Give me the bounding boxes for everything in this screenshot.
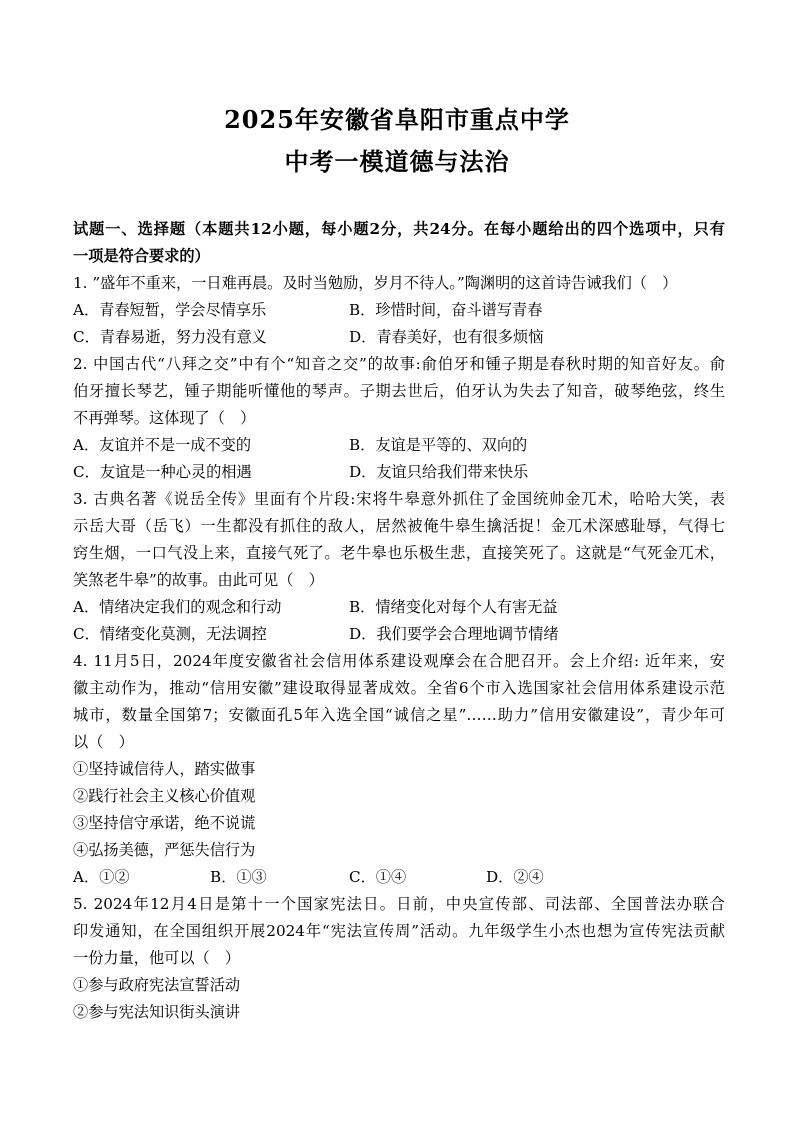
q3-option-a: A．情绪决定我们的观念和行动 [73, 598, 282, 616]
q4-item-3: ③坚持信守承诺，绝不说谎 [73, 814, 256, 832]
exam-subtitle: 中考一模道德与法治 [284, 147, 510, 176]
q4-item-1: ①坚持诚信待人，踏实做事 [73, 760, 256, 778]
section-instruction-cont: 一项是符合要求的） [73, 247, 210, 265]
section-instruction: 试题一、选择题（本题共12小题，每小题2分，共24分。在每小题给出的四个选项中，只有 [73, 220, 725, 238]
q5-item-1: ①参与政府宪法宣誓活动 [73, 976, 241, 994]
q4-item-2: ②践行社会主义核心价值观 [73, 787, 256, 805]
q3-option-d: D．我们要学会合理地调节情绪 [349, 625, 559, 643]
q1-option-d: D．青春美好，也有很多烦恼 [349, 328, 544, 346]
q3-options-row2 [73, 621, 725, 648]
q3-option-b: B．情绪变化对每个人有害无益 [349, 598, 558, 616]
q2-stem-line1: 2. 中国古代“八拜之交”中有个“知音之交”的故事:俞伯牙和锺子期是春秋时期的知音好友。俞 [73, 355, 725, 373]
q4-stem-line2: 徽主动作为，推动“信用安徽”建设取得显著成效。全省6个市入选国家社会信用体系建设示范 [73, 679, 725, 697]
q1-option-b: B．珍惜时间，奋斗谱写青春 [349, 301, 543, 319]
q3-options-row1 [73, 594, 725, 621]
q1-stem: 1. ”盛年不重来，一日难再晨。及时当勉励，岁月不待人。”陶渊明的这首诗告诫我们（ ） [73, 274, 678, 292]
q4-option-a: A．①② [73, 868, 130, 886]
q1-options-row2 [73, 324, 725, 351]
q2-options-row1 [73, 432, 725, 459]
q2-options-row2 [73, 459, 725, 486]
q4-option-d: D．②④ [486, 868, 544, 886]
q5-stem-line1: 5. 2024年12月4日是第十一个国家宪法日。日前，中央宣传部、司法部、全国普法办联合 [73, 895, 725, 913]
q4-stem-line3: 城市，数量全国第7；安徽面孔5年入选全国“诚信之星”……助力”信用安徽建设”，青少年可 [73, 706, 725, 724]
q4-item-4: ④弘扬美德，严惩失信行为 [73, 841, 256, 859]
exam-title: 2025年安徽省阜阳市重点中学 [224, 105, 570, 134]
q2-option-a: A．友谊并不是一成不变的 [73, 436, 252, 454]
q2-stem-line2: 伯牙擅长琴艺，锺子期能听懂他的琴声。子期去世后，伯牙认为失去了知音，破琴绝弦，终生 [73, 382, 725, 400]
q2-stem-line3: 不再弹琴。这体现了（ ） [73, 409, 256, 427]
q4-options-row [73, 864, 725, 891]
q3-stem-line3: 窍生烟，一口气没上来，直接气死了。老牛皋也乐极生悲，直接笑死了。这就是“气死金兀术， [73, 544, 725, 562]
q4-option-b: B．①③ [210, 868, 267, 886]
q2-option-d: D．友谊只给我们带来快乐 [349, 463, 529, 481]
q5-stem-line2: 印发通知，在全国组织开展2024年“宪法宣传周”活动。九年级学生小杰也想为宣传宪法贡献 [73, 922, 725, 940]
q4-option-c: C．①④ [349, 868, 407, 886]
q1-option-a: A．青春短暂，学会尽情享乐 [73, 301, 267, 319]
q1-option-c: C．青春易逝，努力没有意义 [73, 328, 267, 346]
q5-item-2: ②参与宪法知识街头演讲 [73, 1003, 241, 1021]
q4-stem-line1: 4. 11月5日，2024年度安徽省社会信用体系建设观摩会在合肥召开。会上介绍: 近年来，安 [73, 652, 725, 670]
q1-options-row1 [73, 297, 725, 324]
q3-stem-line2: 示岳大哥（岳飞）一生都没有抓住的敌人，居然被俺牛皋生擒活捉！金兀术深感耻辱，气得七 [73, 517, 725, 535]
q5-stem-line3: 一份力量，他可以（ ） [73, 949, 241, 967]
q4-stem-line4: 以（ ） [73, 733, 134, 751]
q2-option-b: B．友谊是平等的、双向的 [349, 436, 528, 454]
q3-option-c: C．情绪变化莫测，无法调控 [73, 625, 267, 643]
q3-stem-line4: 笑煞老牛皋”的故事。由此可见（ ） [73, 571, 324, 589]
q3-stem-line1: 3. 古典名著《说岳全传》里面有个片段:宋将牛皋意外抓住了金国统帅金兀术，哈哈大笑，表 [73, 490, 725, 508]
q2-option-c: C．友谊是一种心灵的相遇 [73, 463, 252, 481]
exam-content [73, 216, 725, 1026]
